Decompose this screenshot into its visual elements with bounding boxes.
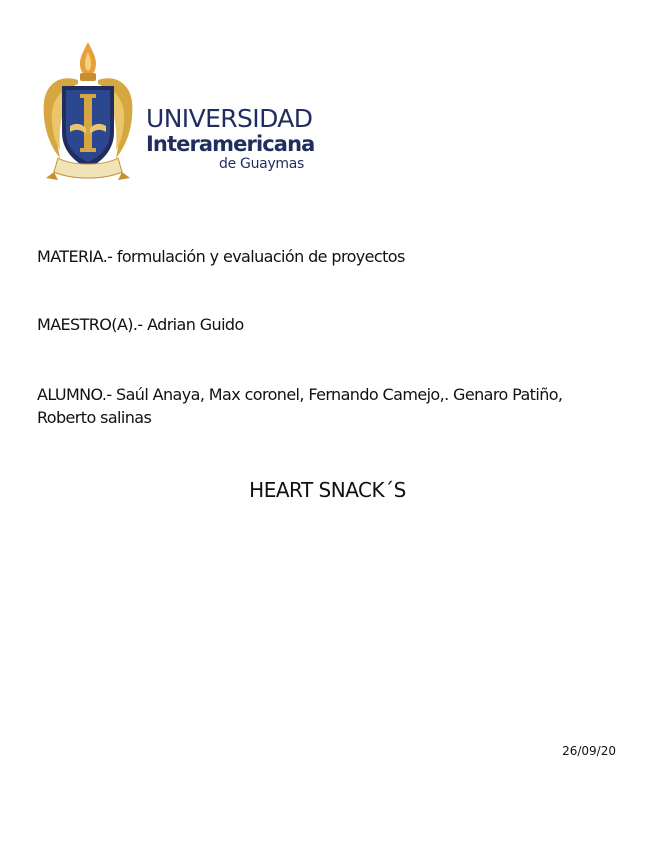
materia-line: MATERIA.- formulación y evaluación de proyectos [37, 247, 405, 266]
document-date: 26/09/20 [562, 744, 616, 758]
alumno-line: ALUMNO.- Saúl Anaya, Max coronel, Fernando Camejo,. Genaro Patiño, Roberto salinas [37, 385, 563, 427]
logo-line-interamericana: Interamericana [146, 132, 315, 156]
logo-wordmark [146, 104, 346, 173]
university-crest-icon [38, 40, 138, 185]
logo-line-universidad: UNIVERSIDAD [146, 104, 313, 133]
university-logo [38, 40, 338, 185]
logo-line-de-guaymas: de Guaymas [219, 156, 305, 172]
maestro-line: MAESTRO(A).- Adrian Guido [37, 315, 244, 334]
project-title: HEART SNACK´S [249, 478, 406, 502]
